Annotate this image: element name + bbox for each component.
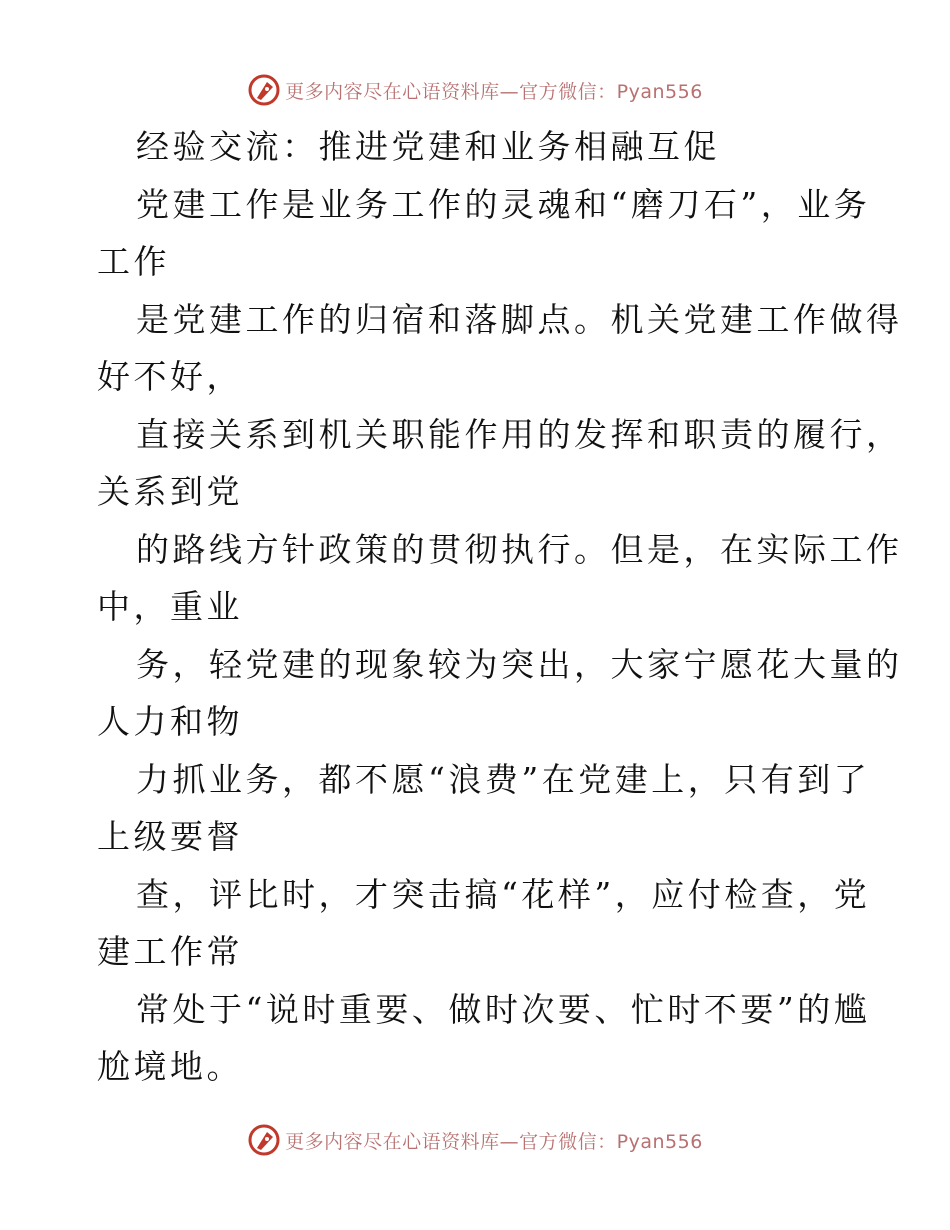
banner-text: 更多内容尽在心语资料库—官方微信：Pyan556 (285, 80, 703, 103)
text-line: 的路线方针政策的贯彻执行。但是，在实际工作 (136, 529, 903, 569)
pen-nib-logo-icon (247, 73, 281, 107)
text-line: 是党建工作的归宿和落脚点。机关党建工作做得 (136, 299, 903, 339)
text-line: 关系到党 (97, 472, 243, 511)
text-line: 尬境地。 (97, 1047, 243, 1086)
text-line: 工作 (97, 242, 170, 281)
banner-text: 更多内容尽在心语资料库—官方微信：Pyan556 (285, 1130, 703, 1153)
text-line: 党建工作是业务工作的灵魂和“磨刀石”，业务 (136, 184, 871, 224)
document-body (97, 118, 903, 1096)
footer-banner (0, 1122, 950, 1158)
text-line: 直接关系到机关职能作用的发挥和职责的履行， (136, 414, 903, 454)
document-title: 经验交流：推进党建和业务相融互促 (136, 127, 720, 166)
header-banner (0, 72, 950, 108)
text-line: 人力和物 (97, 702, 243, 741)
text-line: 查，评比时，才突击搞“花样”，应付检查，党 (136, 874, 871, 914)
text-line: 常处于“说时重要、做时次要、忙时不要”的尴 (136, 989, 871, 1029)
text-line: 力抓业务，都不愿“浪费”在党建上，只有到了 (136, 759, 871, 799)
text-line: 中，重业 (97, 587, 243, 626)
pen-nib-logo-icon (247, 1123, 281, 1157)
text-line: 好不好， (97, 357, 243, 396)
text-line: 建工作常 (97, 932, 243, 971)
text-line: 务，轻党建的现象较为突出，大家宁愿花大量的 (136, 644, 903, 684)
text-line: 上级要督 (97, 817, 243, 856)
